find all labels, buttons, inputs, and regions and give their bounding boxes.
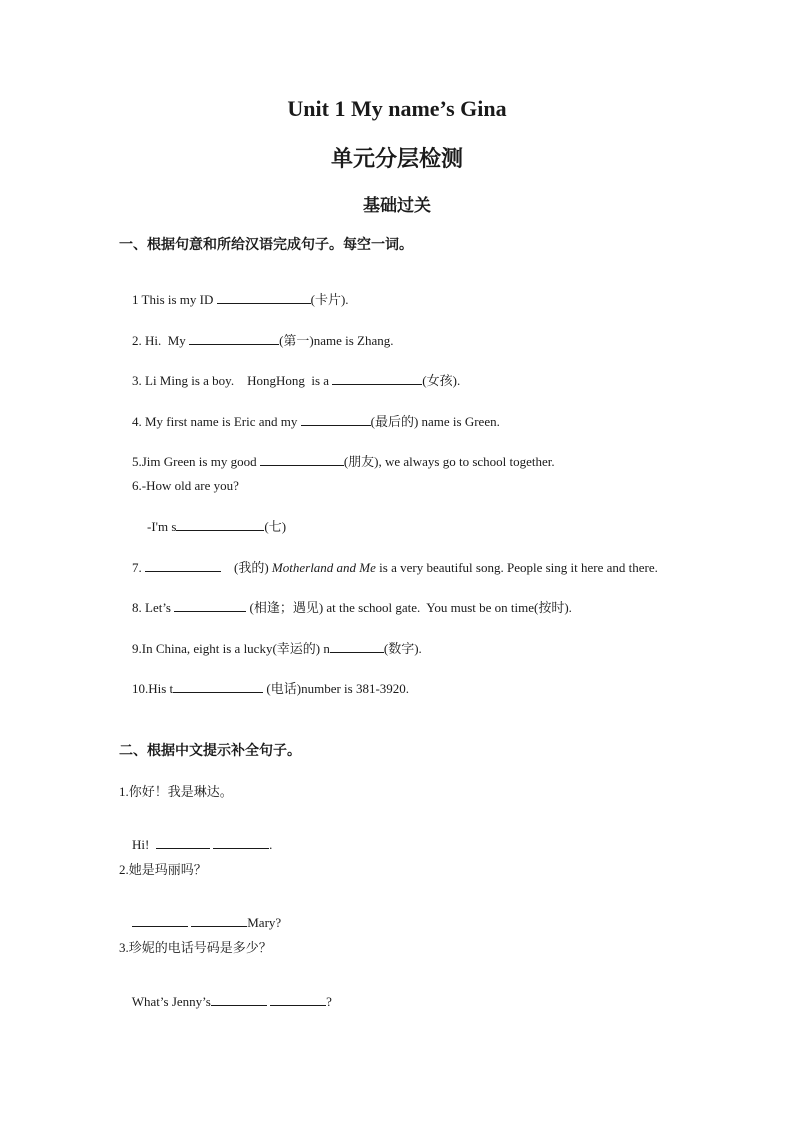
question-10-text: 10.His t (132, 681, 174, 696)
prompt-2-chinese: 2.她是玛丽吗？ (119, 862, 207, 877)
prompt-1-end: . (269, 837, 273, 852)
prompt-3-end: ? (326, 994, 332, 1009)
question-1-text: 1 This is my ID (132, 292, 217, 307)
question-2-hint: (第一)name is Zhang. (279, 333, 394, 348)
answer-blank-4[interactable] (301, 413, 371, 426)
prompt-3-chinese: 3.珍妮的电话号码是多少？ (119, 940, 272, 955)
question-6-hint: (七) (264, 519, 287, 534)
answer-blank-8[interactable] (174, 599, 246, 612)
level-heading: 基础过关 (363, 196, 431, 215)
prompt-2-blank-1[interactable] (132, 914, 188, 927)
section-1-heading: 一、根据句意和所给汉语完成句子。每空一词。 (119, 238, 413, 253)
prompt-2-end: Mary? (247, 915, 282, 930)
answer-blank-2[interactable] (189, 332, 279, 345)
question-8-text: 8. Let’s (132, 600, 175, 615)
question-1-hint: (卡片). (310, 292, 349, 307)
prompt-1-blank-2[interactable] (213, 836, 269, 849)
question-7-text: 7. (132, 560, 145, 575)
question-10-hint: (电话)number is 381-3920. (263, 681, 410, 696)
prompt-3-start: What’s Jenny’s (131, 994, 211, 1009)
question-3-text: 3. Li Ming is a boy. HongHong is a (132, 373, 333, 388)
question-5-text: 5.Jim Green is my good (132, 454, 260, 469)
question-5-hint: (朋友), we always go to school together. (343, 454, 555, 469)
page-title: Unit 1 My name’s Gina (287, 96, 507, 121)
section-2-heading: 二、根据中文提示补全句子。 (119, 744, 301, 759)
answer-blank-6[interactable] (176, 518, 264, 531)
answer-blank-5[interactable] (260, 453, 344, 466)
question-10 (119, 662, 409, 713)
answer-blank-7[interactable] (145, 559, 221, 572)
prompt-1-blank-1[interactable] (156, 836, 210, 849)
prompt-3-blank-2[interactable] (270, 993, 326, 1006)
prompt-1-chinese: 1.你好！我是琳达。 (119, 784, 233, 799)
prompt-3-answer (119, 977, 332, 1026)
prompt-1-start: Hi! (132, 837, 156, 852)
page-subtitle: 单元分层检测 (330, 146, 463, 171)
question-7-hint: (我的) (221, 560, 272, 575)
question-6-answer-text: -I'm s (147, 519, 177, 534)
question-6-text: 6.-How old are you? (132, 478, 239, 493)
song-title: Motherland and Me (271, 560, 376, 575)
question-7-rest: is a very beautiful song. People sing it here and there. (375, 560, 658, 575)
answer-blank-9[interactable] (330, 640, 384, 653)
prompt-3-blank-1[interactable] (211, 993, 267, 1006)
prompt-2-blank-2[interactable] (191, 914, 247, 927)
question-8-hint: (相逢；遇见) at the school gate. You must be on time(按时). (246, 600, 572, 615)
answer-blank-1[interactable] (217, 291, 311, 304)
question-3-hint: (女孩). (422, 373, 461, 388)
question-4-text: 4. My first name is Eric and my (132, 414, 301, 429)
answer-blank-3[interactable] (332, 372, 422, 385)
question-9-hint: (数字). (383, 641, 422, 656)
question-2-text: 2. Hi. My (132, 333, 190, 348)
question-9-text: 9.In China, eight is a lucky(幸运的) n (132, 641, 330, 656)
question-4-hint: (最后的) name is Green. (370, 414, 500, 429)
answer-blank-10[interactable] (173, 680, 263, 693)
